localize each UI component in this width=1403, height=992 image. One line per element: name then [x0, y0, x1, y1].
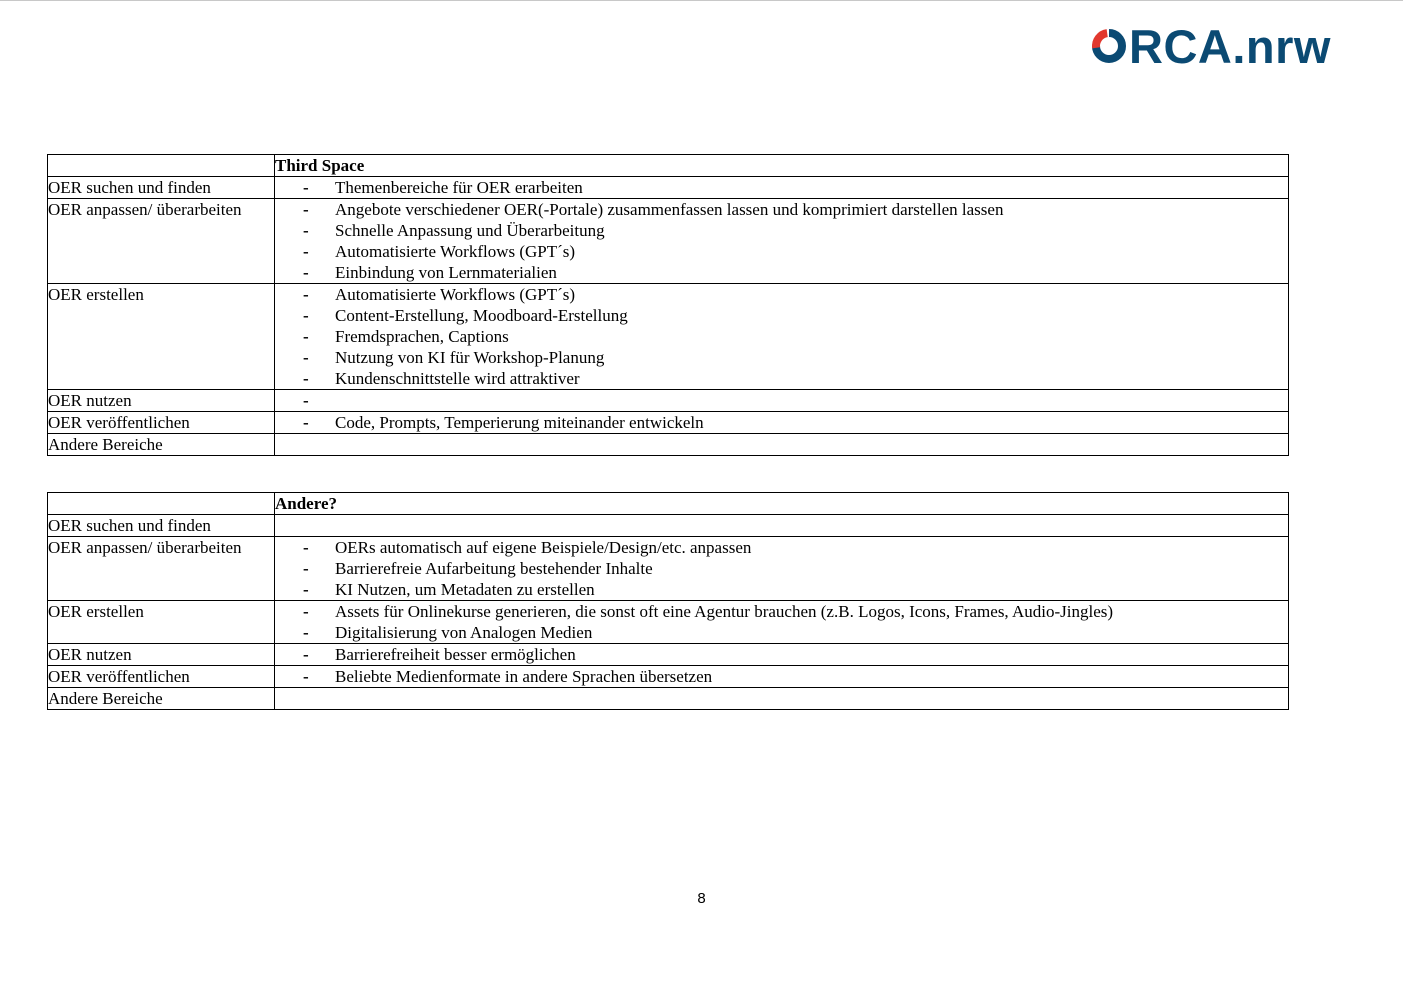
- row-content: [275, 644, 1289, 666]
- row-content: [275, 284, 1289, 390]
- dash-list: [275, 537, 1288, 600]
- row-label: OER veröffentlichen: [48, 412, 275, 434]
- dash-list: [275, 644, 1288, 665]
- list-item: - Beliebte Medienformate in andere Sprachen übersetzen: [275, 666, 1288, 687]
- third-space-table: [47, 154, 1289, 456]
- table-row: [48, 390, 1289, 412]
- list-item: - Angebote verschiedener OER(-Portale) zusammenfassen lassen und komprimiert darstellen lassen: [275, 199, 1288, 220]
- list-item: - Kundenschnittstelle wird attraktiver: [275, 368, 1288, 389]
- table-header-title: Andere?: [275, 493, 1289, 515]
- table-header-title: Third Space: [275, 155, 1289, 177]
- row-label: OER anpassen/ überarbeiten: [48, 199, 275, 284]
- table-row: [48, 515, 1289, 537]
- row-label: OER suchen und finden: [48, 177, 275, 199]
- row-label: Andere Bereiche: [48, 688, 275, 710]
- list-item: - Nutzung von KI für Workshop-Planung: [275, 347, 1288, 368]
- row-label: Andere Bereiche: [48, 434, 275, 456]
- table-row: [48, 644, 1289, 666]
- table-row: [48, 666, 1289, 688]
- list-item: - Barrierefreie Aufarbeitung bestehender Inhalte: [275, 558, 1288, 579]
- orca-logo-o-icon: [1090, 27, 1128, 65]
- row-content: [275, 537, 1289, 601]
- andere-table: [47, 492, 1289, 710]
- row-label: OER erstellen: [48, 284, 275, 390]
- row-label: OER nutzen: [48, 644, 275, 666]
- list-item: - Themenbereiche für OER erarbeiten: [275, 177, 1288, 198]
- row-content: [275, 601, 1289, 644]
- row-content: [275, 412, 1289, 434]
- table-row: [48, 601, 1289, 644]
- dash-list: [275, 199, 1288, 283]
- table-row: [48, 284, 1289, 390]
- table-row: [48, 434, 1289, 456]
- row-label: OER suchen und finden: [48, 515, 275, 537]
- list-item: - Automatisierte Workflows (GPT´s): [275, 284, 1288, 305]
- list-item: - Digitalisierung von Analogen Medien: [275, 622, 1288, 643]
- table-header-row: [48, 155, 1289, 177]
- row-content: [275, 688, 1289, 710]
- row-content: [275, 390, 1289, 412]
- list-item: [275, 390, 1288, 411]
- dash-list: [275, 390, 1288, 411]
- top-border: [0, 0, 1403, 1]
- row-content: [275, 199, 1289, 284]
- list-item: - Content-Erstellung, Moodboard-Erstellung: [275, 305, 1288, 326]
- list-item: - Assets für Onlinekurse generieren, die sonst oft eine Agentur brauchen (z.B. Logos, Icons, Frames, Audio-Jingles): [275, 601, 1288, 622]
- row-label: OER veröffentlichen: [48, 666, 275, 688]
- table-row: [48, 688, 1289, 710]
- header-empty-cell: [48, 493, 275, 515]
- header-empty-cell: [48, 155, 275, 177]
- row-label: OER nutzen: [48, 390, 275, 412]
- list-item: - Automatisierte Workflows (GPT´s): [275, 241, 1288, 262]
- list-item: - Schnelle Anpassung und Überarbeitung: [275, 220, 1288, 241]
- logo-wordmark: RCA.nrw: [1129, 19, 1331, 73]
- table-row: [48, 537, 1289, 601]
- list-item: - Fremdsprachen, Captions: [275, 326, 1288, 347]
- row-content: [275, 666, 1289, 688]
- row-content: [275, 434, 1289, 456]
- list-item: - Code, Prompts, Temperierung miteinander entwickeln: [275, 412, 1288, 433]
- list-item: - Einbindung von Lernmaterialien: [275, 262, 1288, 283]
- table-row: [48, 412, 1289, 434]
- row-label: OER anpassen/ überarbeiten: [48, 537, 275, 601]
- list-item: - KI Nutzen, um Metadaten zu erstellen: [275, 579, 1288, 600]
- list-item: - OERs automatisch auf eigene Beispiele/Design/etc. anpassen: [275, 537, 1288, 558]
- dash-list: [275, 601, 1288, 643]
- row-content: [275, 515, 1289, 537]
- dash-list: [275, 412, 1288, 433]
- row-content: [275, 177, 1289, 199]
- table-row: [48, 199, 1289, 284]
- dash-list: [275, 177, 1288, 198]
- dash-list: [275, 666, 1288, 687]
- orca-nrw-logo: [1090, 18, 1331, 74]
- table-row: [48, 177, 1289, 199]
- row-label: OER erstellen: [48, 601, 275, 644]
- page-number: 8: [697, 890, 706, 907]
- dash-list: [275, 284, 1288, 389]
- table-header-row: [48, 493, 1289, 515]
- list-item: - Barrierefreiheit besser ermöglichen: [275, 644, 1288, 665]
